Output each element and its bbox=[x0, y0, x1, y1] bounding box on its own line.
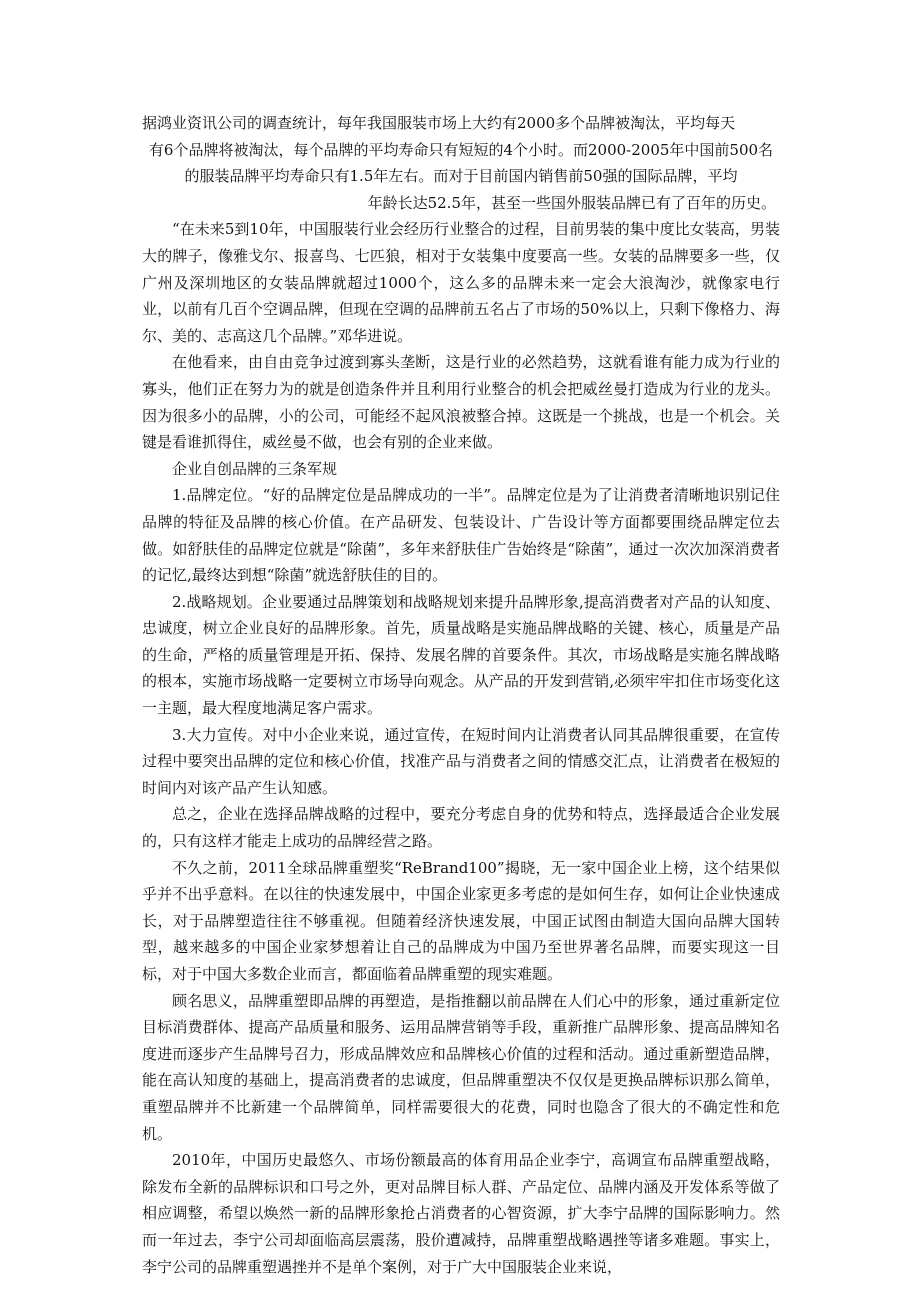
paragraph-rule-promotion: 3.大力宣传。对中小企业来说，通过宣传，在短时间内让消费者认同其品牌很重要，在宣传过程中要突出品牌的定位和核心价值，找准产品与消费者之间的情感交汇点，让消费者在极短的时间内对该产品产生认知感。 bbox=[142, 725, 780, 797]
paragraph-rebrand100: 不久之前，2011全球品牌重塑奖“ReBrand100”揭晓，无一家中国企业上榜，这个结果似乎并不出乎意料。在以往的快速发展中，中国企业家更多考虑的是如何生存，如何让企业快速成长，对于品牌塑造往往不够重视。但随着经济快速发展，中国正试图由制造大国向品牌大国转型，越来越多的中国企业家梦想着让自己的品牌成为中国乃至世界著名品牌，而要实现这一目标，对于中国大多数企业而言，都面临着品牌重塑的现实难题。 bbox=[142, 858, 780, 983]
paragraph-summary: 总之，企业在选择品牌战略的过程中，要充分考虑自身的优势和特点，选择最适合企业发展的，只有这样才能走上成功的品牌经营之路。 bbox=[142, 805, 780, 851]
paragraph-rule-brand-positioning: 1.品牌定位。“好的品牌定位是品牌成功的一半”。品牌定位是为了让消费者清晰地识别记住品牌的特征及品牌的核心价值。在产品研发、包装设计、广告设计等方面都要围绕品牌定位去做。如舒肤佳的品牌定位就是“除菌”，多年来舒肤佳广告始终是“除菌”，通过一次次加深消费者的记忆,最终达到想“除菌”就选舒肤佳的目的。 bbox=[142, 486, 780, 585]
paragraph-1-line-2: 有6个品牌将被淘汰，每个品牌的平均寿命只有短短的4个小时。而2000-2005年中国前500名的服装品牌平均寿命只有1.5年左右。而对于目前国内销售前50强的国际品牌，平均 bbox=[148, 140, 774, 186]
paragraph-1-line-1: 据鸿业资讯公司的调查统计，每年我国服装市场上大约有2000多个品牌被淘汰，平均每天 bbox=[142, 114, 736, 132]
paragraph-rebranding-definition: 顾名思义，品牌重塑即品牌的再塑造，是指推翻以前品牌在人们心中的形象，通过重新定位目标消费群体、提高产品质量和服务、运用品牌营销等手段，重新推广品牌形象、提高品牌知名度进而逐步产生品牌号召力，形成品牌效应和品牌核心价值的过程和活动。通过重新塑造品牌，能在高认知度的基础上，提高消费者的忠诚度，但品牌重塑决不仅仅是更换品牌标识那么简单，重塑品牌并不比新建一个品牌简单，同样需要很大的花费，同时也隐含了很大的不确定性和危机。 bbox=[142, 991, 780, 1143]
paragraph-industry-trend: 在他看来，由自由竞争过渡到寡头垄断，这是行业的必然趋势，这就看谁有能力成为行业的寡头，他们正在努力为的就是创造条件并且利用行业整合的机会把威丝曼打造成为行业的龙头。因为很多小的品牌，小的公司，可能经不起风浪被整合掉。这既是一个挑战，也是一个机会。关键是看谁抓得住，威丝曼不做，也会有别的企业来做。 bbox=[142, 353, 780, 452]
section-heading-three-rules: 企业自创品牌的三条军规 bbox=[172, 459, 338, 478]
paragraph-quote-denghuajin: “在未来5到10年，中国服装行业会经历行业整合的过程，目前男装的集中度比女装高，男装大的牌子，像雅戈尔、报喜鸟、七匹狼，相对于女装集中度要高一些。女装的品牌要多一些，仅广州及深圳地区的女装品牌就超过1000个，这么多的品牌未来一定会大浪淘沙，就像家电行业，以前有几百个空调品牌，但现在空调的品牌前五名占了市场的50%以上，只剩下像格力、海尔、美的、志高这几个品牌。”邓华进说。 bbox=[142, 220, 780, 345]
paragraph-rule-strategy-planning: 2.战略规划。企业要通过品牌策划和战略规划来提升品牌形象,提高消费者对产品的认知度、忠诚度，树立企业良好的品牌形象。首先，质量战略是实施品牌战略的关键、核心，质量是产品的生命，严格的质量管理是开拓、保持、发展名牌的首要条件。其次，市场战略是实施名牌战略的根本，实施市场战略一定要树立市场导向观念。从产品的开发到营销,必须牢牢扣住市场变化这一主题，最大程度地满足客户需求。 bbox=[142, 592, 780, 718]
paragraph-lining-case: 2010年，中国历史最悠久、市场份额最高的体育用品企业李宁，高调宣布品牌重塑战略，除发布全新的品牌标识和口号之外，更对品牌目标人群、产品定位、品牌内涵及开发体系等做了相应调整，希望以焕然一新的品牌形象抢占消费者的心智资源，扩大李宁品牌的国际影响力。然而一年过去，李宁公司却面临高层震荡，股价遭减持，品牌重塑战略遇挫等诸多难题。事实上，李宁公司的品牌重塑遇挫并不是单个案例，对于广大中国服装企业来说， bbox=[142, 1151, 780, 1276]
document-body bbox=[142, 110, 780, 1280]
paragraph-1-line-3: 年龄长达52.5年，甚至一些国外服装品牌已有了百年的历史。 bbox=[367, 193, 776, 212]
